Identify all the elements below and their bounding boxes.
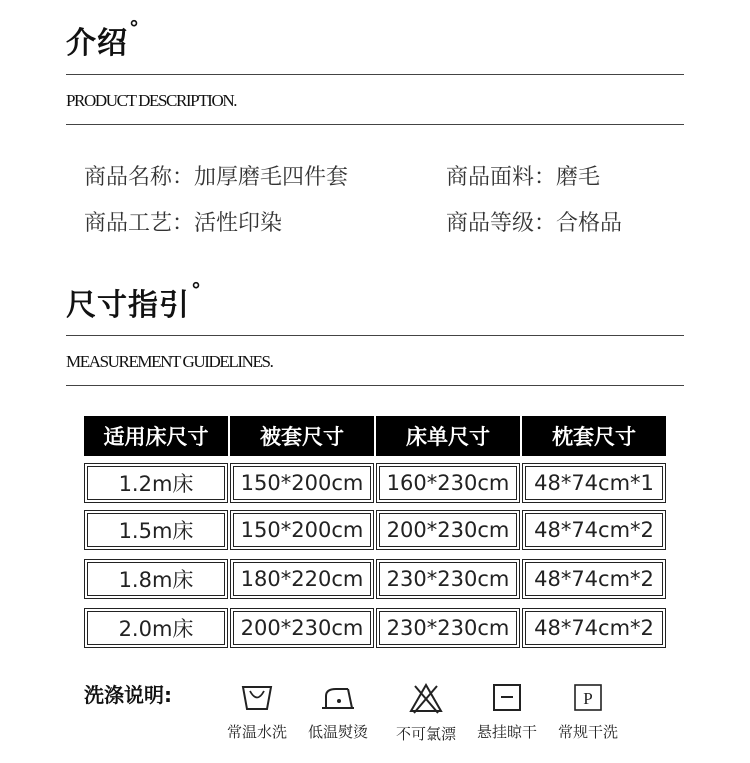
cell-sheet: 230*230cm <box>379 611 517 645</box>
table-cell <box>230 463 374 503</box>
dry-clean-glyph: P <box>583 689 593 708</box>
dry-clean-icon <box>573 682 603 712</box>
care-label: 洗涤说明: <box>84 683 172 707</box>
cell-bed: 1.2m床 <box>87 466 225 500</box>
table-cell <box>376 463 520 503</box>
care-label-dryclean: 常规干洗 <box>557 723 618 741</box>
table-cell <box>522 559 666 599</box>
product-fabric: 商品面料：磨毛 <box>446 165 601 190</box>
table-row <box>84 559 668 599</box>
table-cell <box>84 559 228 599</box>
table-cell <box>84 608 228 648</box>
header-duvet-size: 被套尺寸 <box>230 416 374 456</box>
cell-pillowcase: 48*74cm*2 <box>525 611 663 645</box>
table-cell <box>522 608 666 648</box>
care-label-bleach: 不可氯漂 <box>395 725 456 743</box>
cell-sheet: 230*230cm <box>379 562 517 596</box>
cell-pillowcase: 48*74cm*2 <box>525 513 663 547</box>
size-top-rule <box>66 335 684 336</box>
table-row <box>84 463 668 503</box>
product-craft: 商品工艺：活性印染 <box>84 211 283 236</box>
table-cell <box>84 463 228 503</box>
table-cell <box>84 510 228 550</box>
care-item-iron <box>303 682 373 742</box>
size-bottom-rule <box>66 385 684 386</box>
header-sheet-size: 床单尺寸 <box>376 416 520 456</box>
cell-duvet: 150*200cm <box>233 466 371 500</box>
cell-sheet: 200*230cm <box>379 513 517 547</box>
care-item-hang <box>472 682 542 742</box>
cell-bed: 1.5m床 <box>87 513 225 547</box>
size-title-degree: ° <box>191 278 202 302</box>
care-label-wash: 常温水洗 <box>226 723 287 741</box>
table-row <box>84 510 668 550</box>
intro-top-rule <box>66 74 684 75</box>
table-cell <box>522 510 666 550</box>
table-cell <box>376 559 520 599</box>
size-title <box>66 280 202 324</box>
cell-duvet: 200*230cm <box>233 611 371 645</box>
table-row <box>84 608 668 648</box>
cell-duvet: 180*220cm <box>233 562 371 596</box>
table-cell <box>376 608 520 648</box>
intro-title <box>66 18 140 62</box>
care-item-bleach <box>391 682 461 744</box>
product-name: 商品名称：加厚磨毛四件套 <box>84 165 349 190</box>
table-cell <box>230 559 374 599</box>
size-subtitle: MEASUREMENT GUIDELINES. <box>66 352 273 371</box>
table-cell <box>230 510 374 550</box>
table-cell <box>230 608 374 648</box>
header-bed-size: 适用床尺寸 <box>84 416 228 456</box>
cell-bed: 2.0m床 <box>87 611 225 645</box>
size-title-text: 尺寸指引 <box>66 288 190 323</box>
care-item-wash <box>222 682 292 742</box>
cell-pillowcase: 48*74cm*1 <box>525 466 663 500</box>
no-bleach-icon <box>408 682 444 714</box>
size-table-header <box>84 416 668 456</box>
cell-duvet: 150*200cm <box>233 513 371 547</box>
intro-title-degree: ° <box>129 16 140 40</box>
intro-bottom-rule <box>66 124 684 125</box>
care-label-hang: 悬挂晾干 <box>476 723 537 741</box>
intro-title-text: 介绍 <box>66 26 128 61</box>
hang-dry-icon <box>492 682 522 712</box>
care-item-dryclean <box>553 682 623 742</box>
cell-pillowcase: 48*74cm*2 <box>525 562 663 596</box>
cell-sheet: 160*230cm <box>379 466 517 500</box>
table-cell <box>376 510 520 550</box>
care-label-iron: 低温熨烫 <box>307 723 368 741</box>
intro-subtitle: PRODUCT DESCRIPTION. <box>66 91 237 110</box>
header-pillowcase-size: 枕套尺寸 <box>522 416 666 456</box>
wash-basin-icon <box>240 682 274 712</box>
product-grade: 商品等级：合格品 <box>446 211 623 236</box>
table-cell <box>522 463 666 503</box>
cell-bed: 1.8m床 <box>87 562 225 596</box>
iron-icon <box>318 682 358 712</box>
